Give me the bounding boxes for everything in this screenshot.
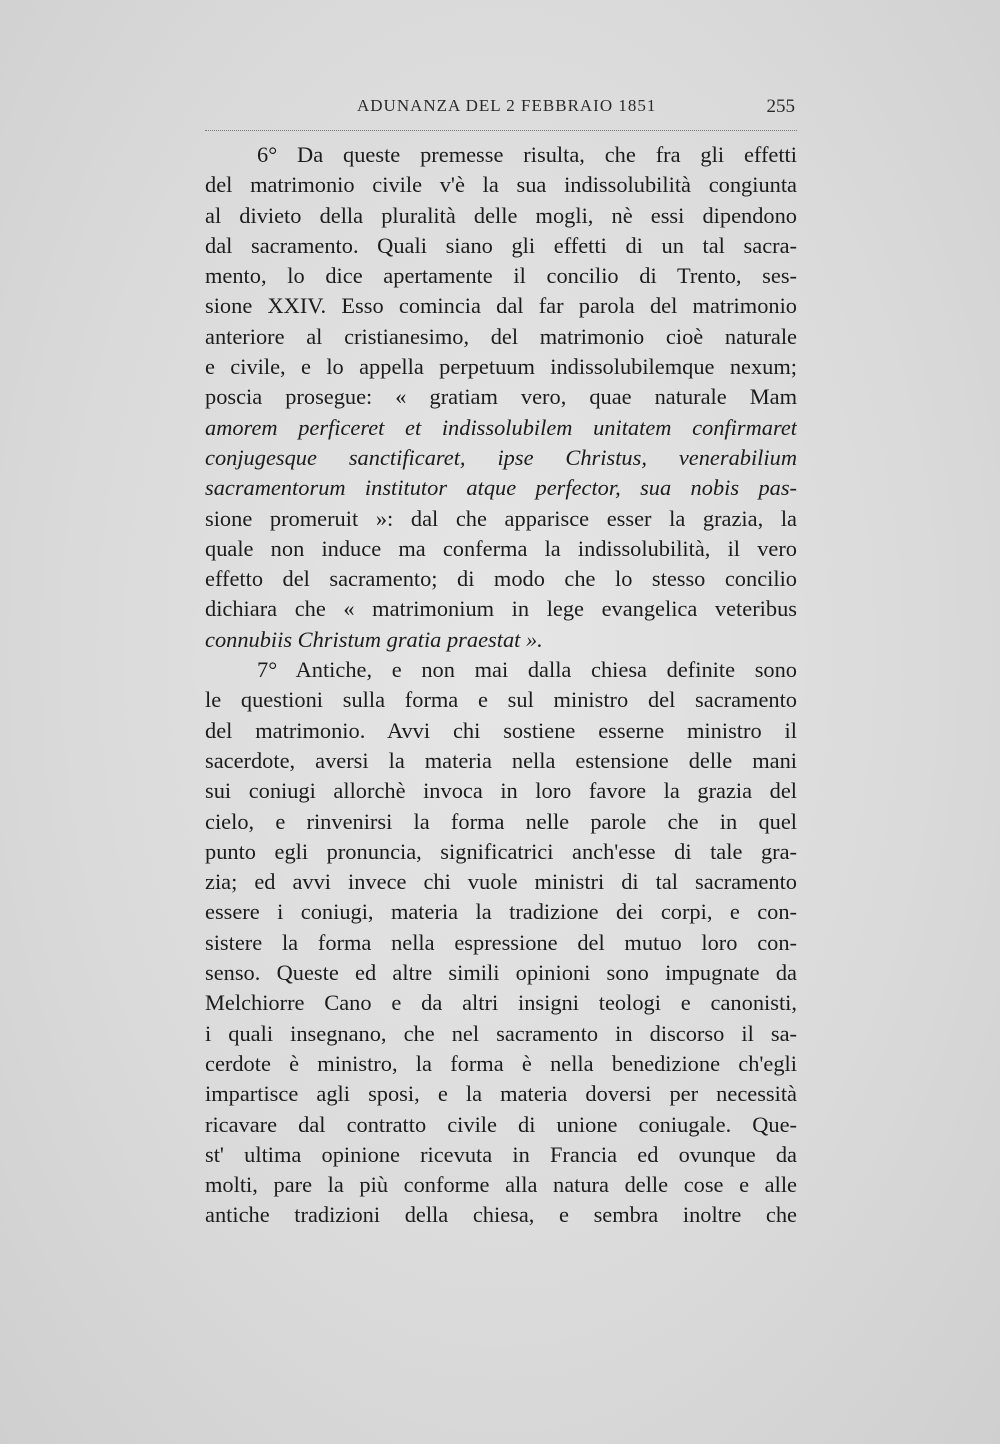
text-line: effetto del sacramento; di modo che lo stesso concilio [205, 566, 797, 592]
page-header [205, 96, 797, 131]
text-line: 6° Da queste premesse risulta, che fra gli effetti [257, 142, 797, 167]
text-line: sione promeruit »: dal che apparisce esser la grazia, la [205, 505, 797, 531]
text-line: Melchiorre Cano e da altri insigni teologi e canonisti, [205, 990, 797, 1016]
text-line: del matrimonio. Avvi chi sostiene esserne ministro il [205, 717, 797, 743]
running-head: ADUNANZA DEL 2 FEBBRAIO 1851 [357, 96, 657, 115]
text-line: sacerdote, aversi la materia nella estensione delle mani [205, 747, 797, 773]
text-line: molti, pare la più conforme alla natura delle cose e alle [205, 1172, 797, 1198]
text-line: dichiara che « matrimonium in lege evangelica veteribus [205, 596, 797, 622]
text-line: poscia prosegue: « gratiam vero, quae naturale Mam [205, 384, 797, 410]
text-line: dal sacramento. Quali siano gli effetti di un tal sacra- [205, 232, 797, 258]
text-line: impartisce agli sposi, e la materia doversi per necessità [205, 1081, 797, 1107]
text-line: amorem perficeret et indissolubilem unitatem confirmaret [205, 414, 797, 440]
text-line: sione XXIV. Esso comincia dal far parola del matrimonio [205, 293, 797, 319]
text-line: ricavare dal contratto civile di unione coniugale. Que- [205, 1111, 797, 1137]
text-line: senso. Queste ed altre simili opinioni sono impugnate da [205, 960, 797, 986]
text-line: essere i coniugi, materia la tradizione dei corpi, e con- [205, 899, 797, 925]
text-line: del matrimonio civile v'è la sua indissolubilità congiunta [205, 172, 797, 198]
text-line: mento, lo dice apertamente il concilio di Trento, ses- [205, 263, 797, 289]
text-line: sacramentorum institutor atque perfector, sua nobis pas- [205, 475, 797, 501]
text-line: le questioni sulla forma e sul ministro del sacramento [205, 687, 797, 713]
body-text [205, 140, 797, 1231]
text-line: connubiis Christum gratia praestat ». [205, 626, 543, 652]
text-line: i quali insegnano, che nel sacramento in discorso il sa- [205, 1020, 797, 1046]
text-line: antiche tradizioni della chiesa, e sembra inoltre che [205, 1202, 797, 1228]
text-line: anteriore al cristianesimo, del matrimonio cioè naturale [205, 323, 797, 349]
text-line: e civile, e lo appella perpetuum indissolubilemque nexum; [205, 354, 797, 380]
text-line: sui coniugi allorchè invoca in loro favore la grazia del [205, 778, 797, 804]
text-line: st' ultima opinione ricevuta in Francia ed ovunque da [205, 1141, 797, 1167]
page-number: 255 [766, 96, 795, 117]
text-line: punto egli pronuncia, significatrici anch'esse di tale gra- [205, 838, 797, 864]
text-line: cerdote è ministro, la forma è nella benedizione ch'egli [205, 1050, 797, 1076]
text-line: conjugesque sanctificaret, ipse Christus, venerabilium [205, 444, 797, 470]
text-line: sistere la forma nella espressione del mutuo loro con- [205, 929, 797, 955]
text-line: cielo, e rinvenirsi la forma nelle parole che in quel [205, 808, 797, 834]
text-line: al divieto della pluralità delle mogli, nè essi dipendono [205, 202, 797, 228]
text-line: zia; ed avvi invece chi vuole ministri di tal sacramento [205, 869, 797, 895]
text-line: quale non induce ma conferma la indissolubilità, il vero [205, 535, 797, 561]
text-line: 7° Antiche, e non mai dalla chiesa definite sono [257, 657, 797, 683]
